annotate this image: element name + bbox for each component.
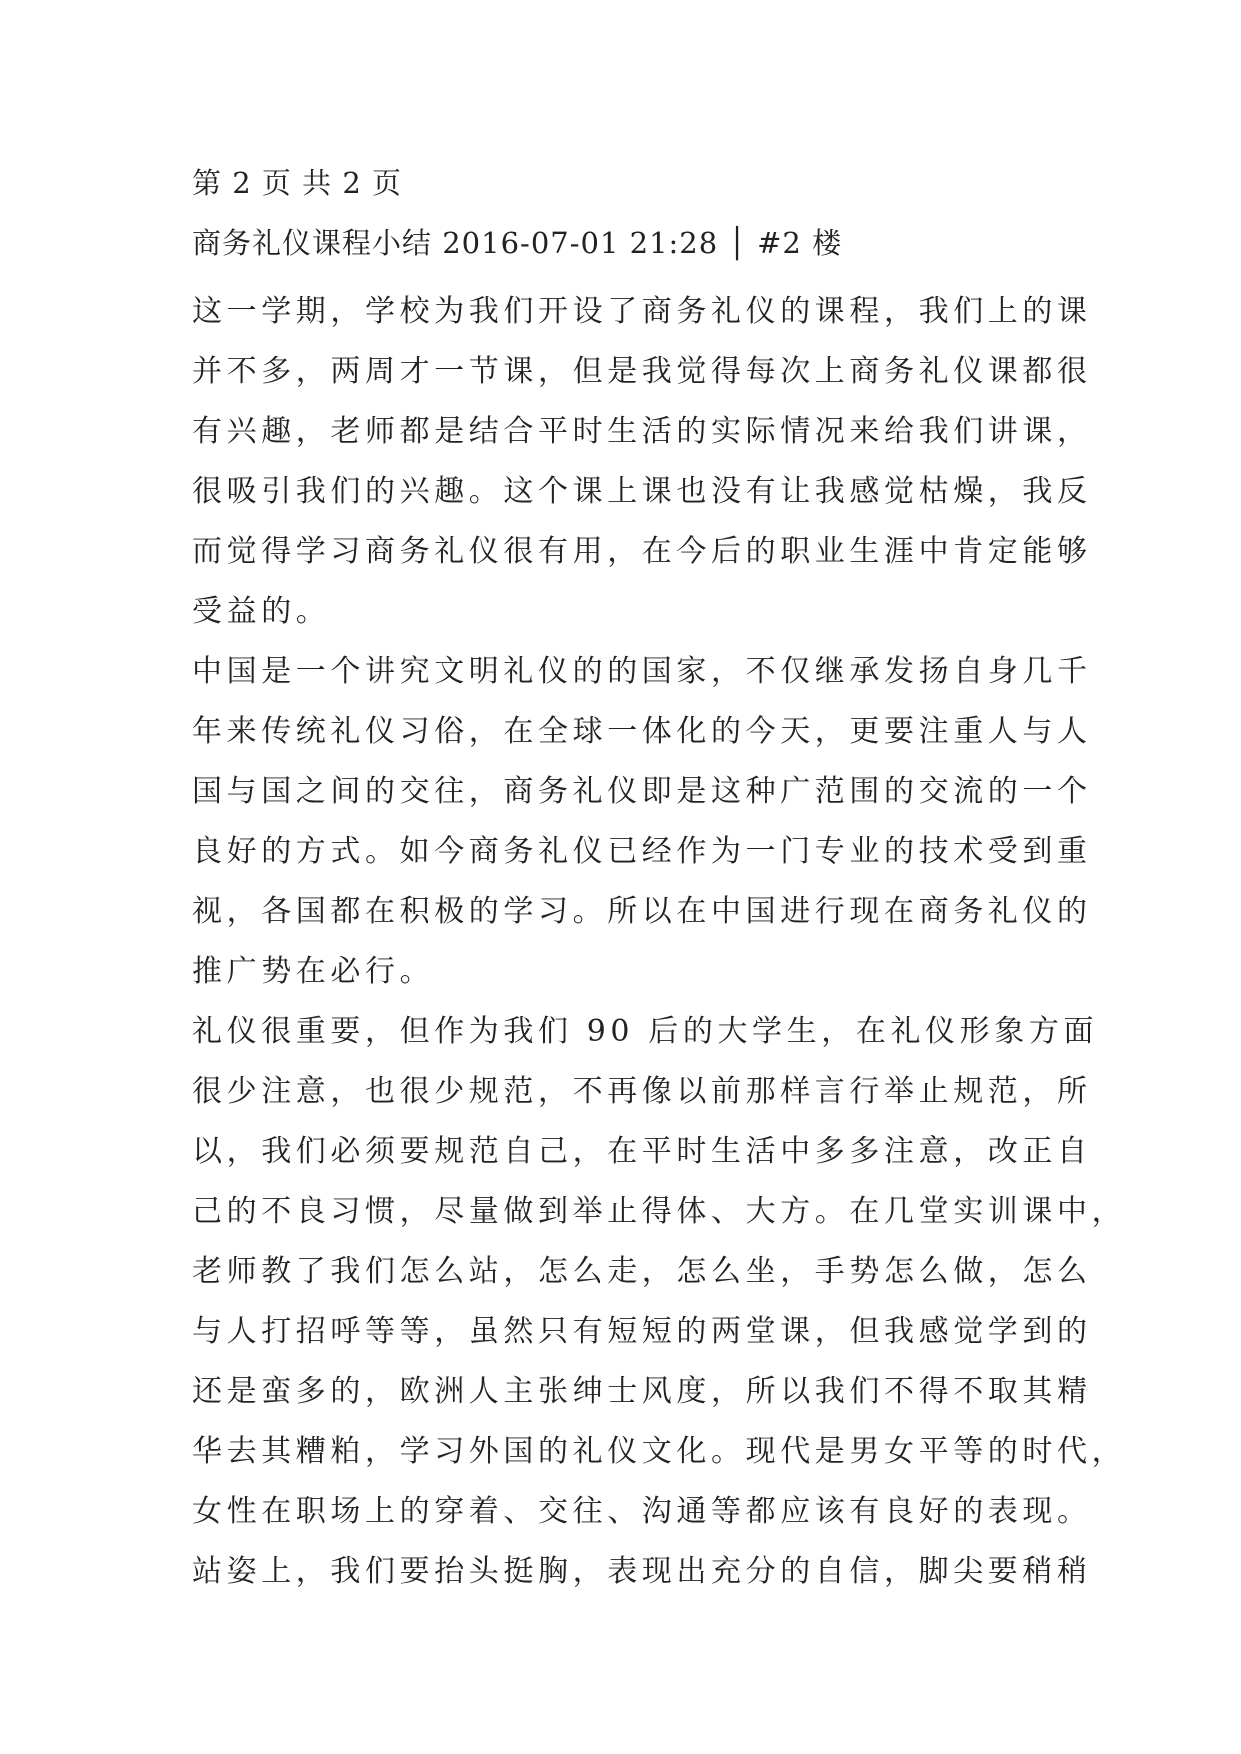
text-line: 而觉得学习商务礼仪很有用，在今后的职业生涯中肯定能够	[192, 534, 1092, 569]
text-line: 推广势在必行。	[192, 954, 435, 989]
text-line: 己的不良习惯，尽量做到举止得体、大方。在几堂实训课中，	[192, 1194, 1127, 1229]
post-header: 商务礼仪课程小结 2016-07-01 21:28 │ #2 楼	[192, 226, 843, 260]
text-line: 华去其糟粕，学习外国的礼仪文化。现代是男女平等的时代，	[192, 1434, 1127, 1469]
text-line: 还是蛮多的，欧洲人主张绅士风度，所以我们不得不取其精	[192, 1374, 1092, 1409]
text-line: 良好的方式。如今商务礼仪已经作为一门专业的技术受到重	[192, 834, 1092, 869]
text-line: 以，我们必须要规范自己，在平时生活中多多注意，改正自	[192, 1134, 1092, 1169]
text-line: 中国是一个讲究文明礼仪的的国家，不仅继承发扬自身几千	[192, 654, 1092, 689]
text-line: 站姿上，我们要抬头挺胸，表现出充分的自信，脚尖要稍稍	[192, 1554, 1092, 1589]
page-indicator: 第 2 页 共 2 页	[192, 166, 402, 200]
text-line: 这一学期，学校为我们开设了商务礼仪的课程，我们上的课	[192, 294, 1092, 329]
text-line: 礼仪很重要，但作为我们 90 后的大学生，在礼仪形象方面	[192, 1014, 1099, 1049]
text-line: 与人打招呼等等，虽然只有短短的两堂课，但我感觉学到的	[192, 1314, 1092, 1349]
text-line: 很吸引我们的兴趣。这个课上课也没有让我感觉枯燥，我反	[192, 474, 1092, 509]
text-line: 女性在职场上的穿着、交往、沟通等都应该有良好的表现。	[192, 1494, 1092, 1529]
text-line: 很少注意，也很少规范，不再像以前那样言行举止规范，所	[192, 1074, 1092, 1109]
paragraph-2	[192, 642, 1092, 1002]
text-line: 有兴趣，老师都是结合平时生活的实际情况来给我们讲课，	[192, 414, 1092, 449]
text-line: 受益的。	[192, 594, 331, 629]
text-line: 并不多，两周才一节课，但是我觉得每次上商务礼仪课都很	[192, 354, 1092, 389]
text-line: 年来传统礼仪习俗，在全球一体化的今天，更要注重人与人	[192, 714, 1092, 749]
text-line: 国与国之间的交往，商务礼仪即是这种广范围的交流的一个	[192, 774, 1092, 809]
text-line: 老师教了我们怎么站，怎么走，怎么坐，手势怎么做，怎么	[192, 1254, 1092, 1289]
paragraph-1	[192, 282, 1092, 642]
document-body	[192, 162, 1127, 1602]
text-line: 视，各国都在积极的学习。所以在中国进行现在商务礼仪的	[192, 894, 1092, 929]
paragraph-3	[192, 1002, 1127, 1602]
